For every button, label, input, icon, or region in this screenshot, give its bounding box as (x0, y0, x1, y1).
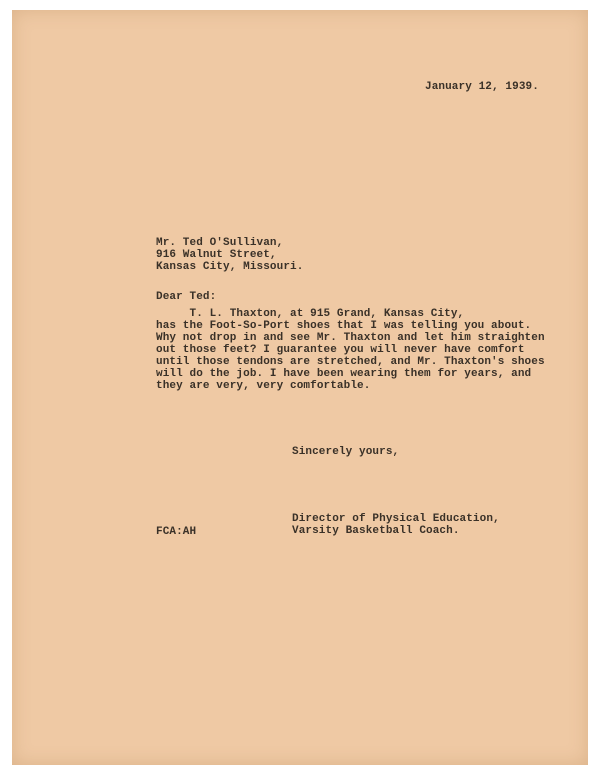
body-line: has the Foot-So-Port shoes that I was telling you about. (156, 320, 532, 332)
body-line: until those tendons are stretched, and Mr. Thaxton's shoes (156, 356, 545, 368)
salutation: Dear Ted: (156, 291, 217, 303)
recipient-city: Kansas City, Missouri. (156, 261, 304, 273)
body-line: out those feet? I guarantee you will never have comfort (156, 344, 525, 356)
signature-title: Varsity Basketball Coach. (292, 525, 460, 537)
signature-title: Director of Physical Education, (292, 513, 500, 525)
body-line: Why not drop in and see Mr. Thaxton and let him straighten (156, 332, 545, 344)
letter-date: January 12, 1939. (425, 81, 539, 93)
body-line: will do the job. I have been wearing them for years, and (156, 368, 532, 380)
recipient-name: Mr. Ted O'Sullivan, (156, 237, 284, 249)
body-line: T. L. Thaxton, at 915 Grand, Kansas City, (156, 308, 465, 320)
reference-initials: FCA:AH (156, 526, 197, 538)
letter-sheet (12, 10, 588, 765)
body-line: they are very, very comfortable. (156, 380, 371, 392)
closing: Sincerely yours, (292, 446, 400, 458)
recipient-street: 916 Walnut Street, (156, 249, 277, 261)
